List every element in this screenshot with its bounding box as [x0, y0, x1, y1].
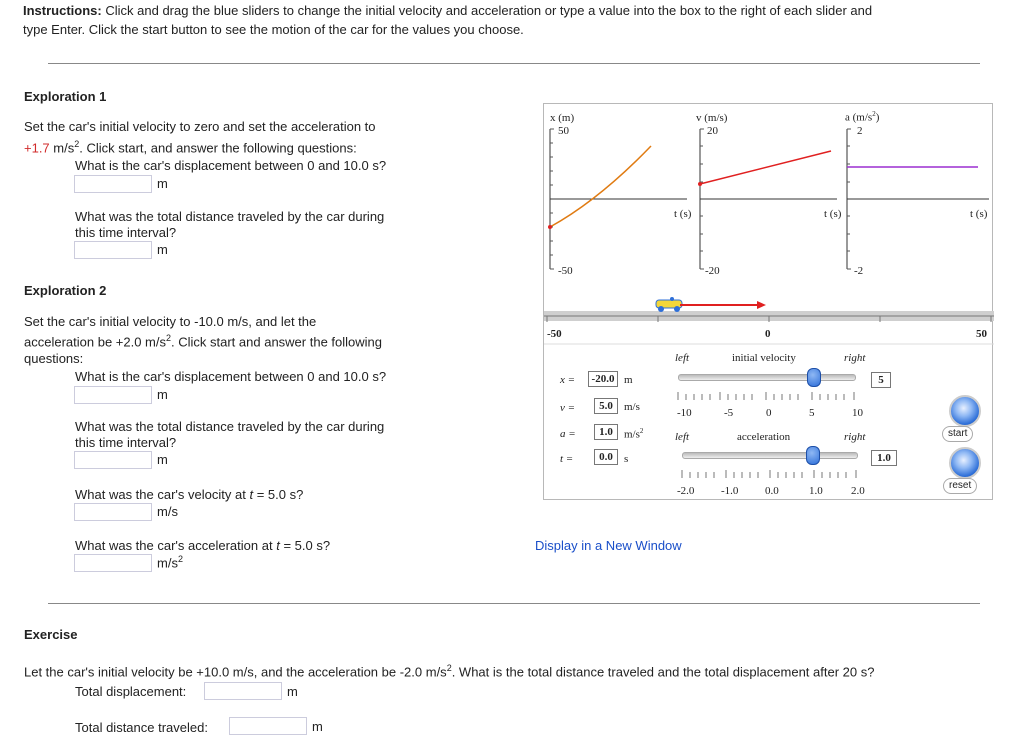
exploration2-q2-unit: m [157, 452, 168, 467]
exercise-dist-unit: m [312, 719, 323, 734]
x-graph-bottom-value: -50 [558, 265, 573, 277]
instructions-line2: type Enter. Click the start button to see the motion of the car for the values you choose. [23, 22, 524, 37]
velocity-slider-right-label: right [844, 352, 866, 364]
instructions-label: Instructions: [23, 3, 102, 18]
x-graph-label: x (m) [550, 112, 575, 124]
track-center-label: 0 [765, 328, 771, 340]
exploration2-line2b: . Click start and answer the following [171, 334, 382, 350]
exploration2-q3 [75, 486, 303, 503]
a-graph-bottom-value: -2 [854, 265, 864, 277]
exercise-dist-label: Total distance traveled: [75, 720, 208, 735]
exercise-heading: Exercise [24, 627, 78, 642]
display-new-window-link[interactable]: Display in a New Window [535, 538, 682, 553]
velocity-tick-label-3: 5 [809, 407, 815, 419]
divider-top [48, 63, 980, 64]
exploration2-q4-unit: $m/s^2$ [157, 554, 183, 571]
exploration2-q3-input[interactable] [74, 503, 152, 521]
start-button-label[interactable]: start [942, 426, 973, 442]
t-readout-label: t = [560, 453, 574, 465]
a-readout-value: 1.0 [594, 424, 618, 440]
velocity-slider-title: initial velocity [732, 352, 796, 364]
exploration2-q3-a: What was the car's velocity at [75, 487, 246, 502]
exploration2-line2a: acceleration be +2.0 m/s [24, 334, 166, 350]
exploration2-heading: Exploration 2 [24, 283, 107, 298]
exploration2-q2-line2: this time interval? [75, 435, 177, 450]
a-graph-top-value: 2 [857, 125, 863, 137]
simulation-panel [543, 103, 993, 500]
exercise-text-b: . What is the total distance traveled and the total displacement after 20 s? [451, 664, 875, 680]
exploration1-q2-line2: this time interval? [75, 225, 177, 240]
exploration2-q2-input[interactable] [74, 451, 152, 469]
accel-tick-label-2: 0.0 [765, 485, 779, 497]
x-readout-label: x = [560, 374, 576, 386]
v-graph-bottom-value: -20 [705, 265, 720, 277]
exploration1-q2 [75, 209, 384, 241]
track-left-label: -50 [547, 328, 562, 340]
exploration2-q4-b: = 5.0 s? [283, 538, 331, 553]
exercise-disp-unit: m [287, 684, 298, 699]
velocity-tick-label-2: 0 [766, 407, 772, 419]
exploration1-accel-value: +1.7 [24, 140, 50, 156]
a-graph-label: a $(m/s^2)$ [845, 110, 880, 124]
exploration2-intro: Set the car's initial velocity to -10.0 m/s, and let the acceleration be +2.0 $m/s^2$. Click start and answer the following questions: [24, 314, 382, 367]
velocity-slider-track[interactable] [678, 374, 856, 381]
accel-slider-title: acceleration [737, 431, 791, 443]
velocity-tick-label-4: 10 [852, 407, 863, 419]
velocity-line [700, 151, 831, 184]
t-readout-unit: s [624, 453, 629, 465]
exploration2-q1-input[interactable] [74, 386, 152, 404]
v-readout-value: 5.0 [594, 398, 618, 414]
exploration1-q2-line1: What was the total distance traveled by the car during [75, 209, 385, 224]
velocity-slider-ticks [678, 392, 854, 400]
velocity-arrowhead [757, 301, 766, 309]
exploration2-q4-a: What was the car's acceleration at [75, 538, 273, 553]
exploration1-line1: Set the car's initial velocity to zero and set the acceleration to [24, 119, 376, 134]
exploration2-line1: Set the car's initial velocity to -10.0 m/s, and let the [24, 314, 317, 329]
exploration1-q2-input[interactable] [74, 241, 152, 259]
position-start-dot [548, 225, 552, 229]
exploration1-q2-unit: m [157, 242, 168, 257]
accel-slider-value-input[interactable]: 1.0 [871, 450, 897, 466]
accel-tick-label-3: 1.0 [809, 485, 823, 497]
velocity-slider-value-input[interactable]: 5 [871, 372, 891, 388]
velocity-slider-left-label: left [675, 352, 690, 364]
car [656, 297, 682, 312]
exploration2-q1: What is the car's displacement between 0 and 10.0 s? [75, 369, 387, 384]
x-graph-t-label: t (s) [674, 208, 692, 220]
accel-slider-right-label: right [844, 431, 866, 443]
exploration1-line2: +1.7 $m/s^2$. Click start, and answer the following questions: [24, 139, 357, 156]
exploration2-q4 [75, 537, 330, 554]
v-readout-unit: m/s [624, 401, 640, 413]
instructions [23, 1, 1003, 39]
exploration2-q3-b: = 5.0 s? [256, 487, 304, 502]
exploration1-accel-unit: m/s [53, 140, 75, 156]
velocity-slider-knob[interactable] [807, 368, 821, 387]
exploration1-q1: What is the car's displacement between 0 and 10.0 s? [75, 158, 387, 173]
accel-slider-knob[interactable] [806, 446, 820, 465]
exercise-disp-label: Total displacement: [75, 684, 187, 699]
exploration2-line3: questions: [24, 351, 84, 367]
v-graph-top-value: 20 [707, 125, 718, 137]
track-right-label: 50 [976, 328, 987, 340]
reset-button-label[interactable]: reset [943, 478, 977, 494]
accel-tick-label-4: 2.0 [851, 485, 865, 497]
instructions-line1: Click and drag the blue sliders to change the initial velocity and acceleration or type a value into the box to the right of each slider and [105, 3, 873, 18]
accel-tick-label-0: -2.0 [677, 485, 695, 497]
v-graph-label: v (m/s) [696, 112, 728, 124]
exploration2-q4-t: t [276, 538, 280, 553]
a-readout-label: a = [560, 428, 576, 440]
exploration2-q1-unit: m [157, 387, 168, 402]
accel-slider-track[interactable] [682, 452, 858, 459]
exercise-text: Let the car's initial velocity be +10.0 m/s, and the acceleration be -2.0 $m/s^2$. What is the total distance traveled and the total displacement after 20 s? [24, 663, 875, 680]
reset-button[interactable] [949, 447, 981, 479]
a-readout-unit: $m/s^2$ [624, 427, 644, 441]
velocity-tick-label-0: -10 [677, 407, 692, 419]
exploration1-heading: Exploration 1 [24, 89, 107, 104]
exploration2-q3-t: t [249, 487, 254, 502]
divider-bottom [48, 603, 980, 604]
accel-slider-left-label: left [675, 431, 690, 443]
position-curve [550, 146, 651, 227]
start-button[interactable] [949, 395, 981, 427]
exercise-text-a: Let the car's initial velocity be +10.0 m/s, and the acceleration be -2.0 m/s [24, 664, 447, 680]
exercise-dist-input[interactable] [229, 717, 307, 735]
accel-slider-ticks [682, 470, 856, 478]
exploration2-q2-line1: What was the total distance traveled by the car during [75, 419, 385, 434]
exploration1-q1-input[interactable] [74, 175, 152, 193]
accel-tick-label-1: -1.0 [721, 485, 739, 497]
exploration2-q4-input[interactable] [74, 554, 152, 572]
v-graph-t-label: t (s) [824, 208, 842, 220]
x-readout-value: -20.0 [588, 371, 618, 387]
t-readout-value: 0.0 [594, 449, 618, 465]
exercise-disp-input[interactable] [204, 682, 282, 700]
exploration1-line2-rest: . Click start, and answer the following questions: [79, 140, 357, 156]
v-readout-label: v = [560, 402, 576, 414]
x-graph-top-value: 50 [558, 125, 569, 137]
x-readout-unit: m [624, 374, 633, 386]
exploration1-q1-unit: m [157, 176, 168, 191]
velocity-start-dot [698, 182, 702, 186]
velocity-tick-label-1: -5 [724, 407, 734, 419]
exploration2-q2 [75, 419, 384, 451]
exploration2-q3-unit: m/s [157, 504, 178, 519]
a-graph-t-label: t (s) [970, 208, 988, 220]
